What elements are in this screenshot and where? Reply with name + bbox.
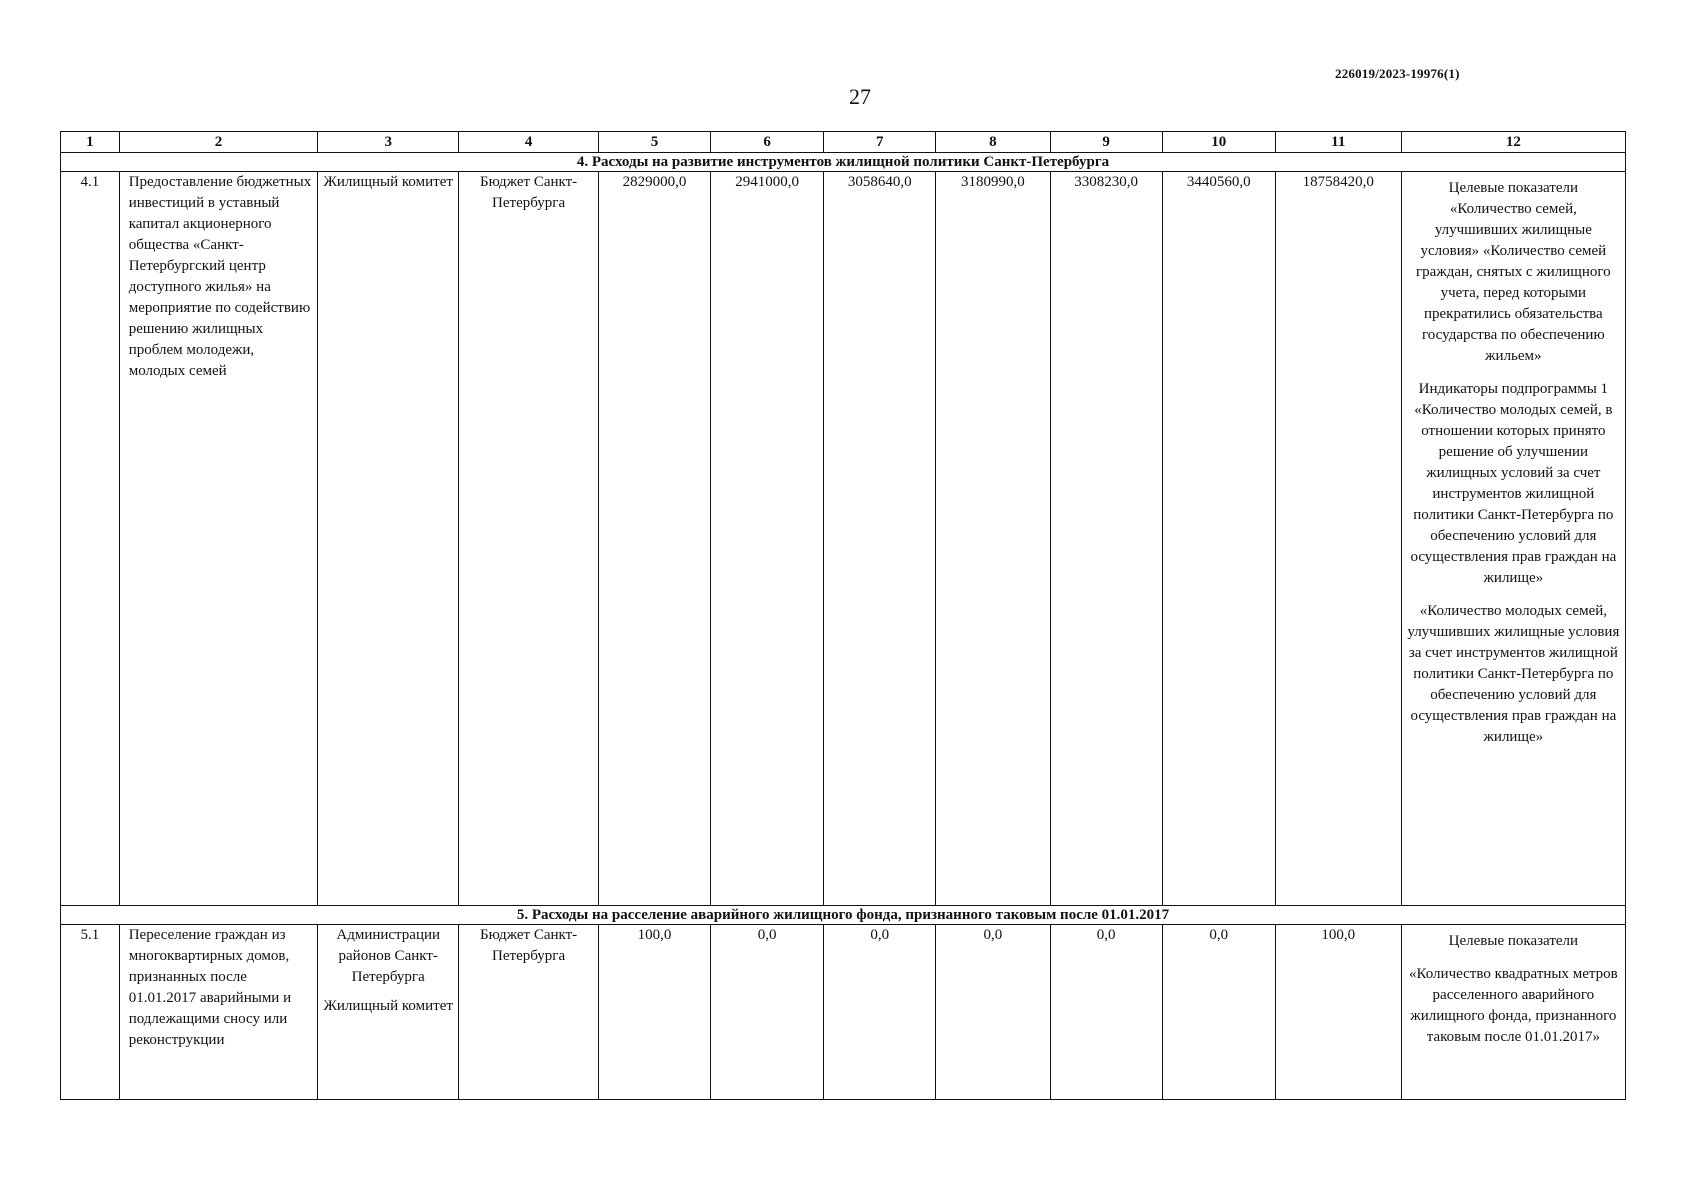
section-header-row bbox=[61, 153, 1626, 172]
value-cell: 0,0 bbox=[936, 925, 1050, 1100]
program-table bbox=[60, 131, 1626, 1100]
column-number-row bbox=[61, 132, 1626, 153]
indicator-block: Индикаторы подпрограммы 1 «Количество молодых семей, в отношении которых принято решение об улучшении жилищных условий за счет инструментов жилищной политики Санкт-Петербурга по обеспечению условий для осуществления прав граждан на жилище» bbox=[1410, 381, 1617, 586]
value-cell: 2941000,0 bbox=[711, 172, 824, 906]
document-id: 226019/2023-19976(1) bbox=[1335, 66, 1460, 81]
column-number: 1 bbox=[61, 132, 120, 153]
indicator-block: Целевые показатели «Количество семей, улучшивших жилищные условия» «Количество семей граждан, снятых с жилищного учета, перед которыми прекратились обязательства государства по обеспечению жильем» bbox=[1416, 180, 1611, 364]
value-cell: 100,0 bbox=[599, 925, 711, 1100]
executor-name: Администрации районов Санкт-Петербурга bbox=[336, 927, 441, 985]
executor-name: Жилищный комитет bbox=[323, 174, 453, 190]
funding-source: Бюджет Санкт-Петербурга bbox=[459, 925, 599, 1100]
section-title: 5. Расходы на расселение аварийного жилищного фонда, признанного таковым после 01.01.2017 bbox=[61, 906, 1626, 925]
column-number: 5 bbox=[599, 132, 711, 153]
executor-cell bbox=[318, 172, 459, 906]
column-number: 2 bbox=[119, 132, 318, 153]
table-row bbox=[61, 172, 1626, 906]
column-number: 11 bbox=[1275, 132, 1401, 153]
executor-name: Жилищный комитет bbox=[323, 998, 453, 1014]
value-cell: 2829000,0 bbox=[599, 172, 711, 906]
section-header-row bbox=[61, 906, 1626, 925]
value-cell: 0,0 bbox=[1162, 925, 1275, 1100]
value-cell: 3058640,0 bbox=[824, 172, 936, 906]
column-number: 12 bbox=[1401, 132, 1625, 153]
indicator-heading: Целевые показатели bbox=[1448, 933, 1579, 949]
table-row bbox=[61, 925, 1626, 1100]
row-number: 4.1 bbox=[61, 172, 120, 906]
row-number: 5.1 bbox=[61, 925, 120, 1100]
column-number: 3 bbox=[318, 132, 459, 153]
value-cell: 3308230,0 bbox=[1050, 172, 1162, 906]
total-cell: 100,0 bbox=[1275, 925, 1401, 1100]
value-cell: 0,0 bbox=[1050, 925, 1162, 1100]
indicator-block: «Количество квадратных метров расселенного аварийного жилищного фонда, признанного таковым после 01.01.2017» bbox=[1409, 966, 1618, 1045]
column-number: 8 bbox=[936, 132, 1050, 153]
activity-description: Переселение граждан из многоквартирных домов, признанных после 01.01.2017 аварийными и подлежащими сносу или реконструкции bbox=[119, 925, 318, 1100]
column-number: 4 bbox=[459, 132, 599, 153]
column-number: 10 bbox=[1162, 132, 1275, 153]
indicators-cell bbox=[1401, 172, 1625, 906]
column-number: 9 bbox=[1050, 132, 1162, 153]
total-cell: 18758420,0 bbox=[1275, 172, 1401, 906]
column-number: 6 bbox=[711, 132, 824, 153]
value-cell: 3180990,0 bbox=[936, 172, 1050, 906]
value-cell: 0,0 bbox=[824, 925, 936, 1100]
page-number: 27 bbox=[849, 84, 871, 109]
indicators-cell bbox=[1401, 925, 1625, 1100]
section-title: 4. Расходы на развитие инструментов жилищной политики Санкт-Петербурга bbox=[61, 153, 1626, 172]
executor-cell bbox=[318, 925, 459, 1100]
indicator-block: «Количество молодых семей, улучшивших жилищные условия за счет инструментов жилищной политики Санкт-Петербурга по обеспечению условий для осуществления прав граждан на жилище» bbox=[1407, 603, 1620, 745]
funding-source: Бюджет Санкт-Петербурга bbox=[459, 172, 599, 906]
value-cell: 0,0 bbox=[711, 925, 824, 1100]
value-cell: 3440560,0 bbox=[1162, 172, 1275, 906]
activity-description: Предоставление бюджетных инвестиций в уставный капитал акционерного общества «Санкт-Петербургский центр доступного жилья» на мероприятие по содействию решению жилищных проблем молодежи, молодых семей bbox=[119, 172, 318, 906]
column-number: 7 bbox=[824, 132, 936, 153]
